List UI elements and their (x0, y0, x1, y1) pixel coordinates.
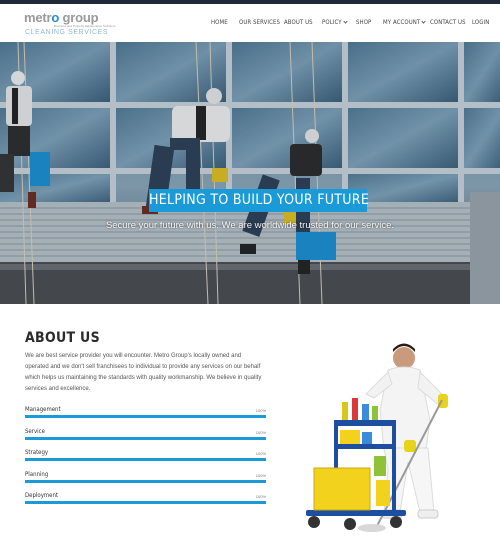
hero-background-image (0, 42, 500, 304)
hero-title: HELPING TO BUILD YOUR FUTURE (149, 189, 367, 212)
nav-home[interactable]: HOME (211, 19, 228, 26)
nav-my-account[interactable]: MY ACCOUNT (383, 19, 425, 26)
chevron-down-icon (422, 19, 426, 23)
skill-label: Planning (25, 471, 49, 478)
main-nav (0, 19, 500, 31)
chevron-down-icon (343, 19, 347, 23)
skill-fill (25, 437, 266, 440)
skill-label: Management (25, 406, 61, 413)
nav-shop[interactable]: SHOP (356, 19, 372, 26)
skill-strategy (25, 449, 266, 465)
about-text: We are best service provider you will encounter. Metro Group's locally owned and operated and we don't sell franchisees to individual to provide any services on our behalf which helps us maintaining the standards with quality workmanship. We believe in quality services and excellence. (25, 353, 262, 392)
skill-percent: 100% (255, 451, 266, 456)
skill-fill (25, 458, 266, 461)
site-header (0, 4, 500, 42)
logo-wordmark: metro group (24, 10, 99, 25)
nav-contact-us[interactable]: CONTACT US (430, 19, 466, 26)
skill-service (25, 428, 266, 444)
nav-policy[interactable]: POLICY (322, 19, 347, 26)
nav-login[interactable]: LOGIN (472, 19, 490, 26)
skill-management (25, 406, 266, 422)
skill-percent: 100% (255, 473, 266, 478)
skill-track (25, 458, 266, 461)
skill-percent: 100% (255, 408, 266, 413)
nav-about-us[interactable]: ABOUT US (284, 19, 313, 26)
about-title: ABOUT US (25, 330, 100, 346)
skill-percent: 100% (255, 494, 266, 499)
skill-label: Service (25, 428, 45, 435)
skill-label: Strategy (25, 449, 49, 456)
hero-banner (0, 42, 500, 304)
skill-track (25, 415, 266, 418)
skill-deployment (25, 492, 266, 508)
hero-subtitle: Secure your future with us. We are worldwide trusted for our service. (105, 220, 395, 231)
nav-our-services[interactable]: OUR SERVICES (239, 19, 281, 26)
skill-fill (25, 415, 266, 418)
logo-subtitle: CLEANING SERVICES (25, 29, 109, 36)
skill-track (25, 501, 266, 504)
skill-fill (25, 480, 266, 483)
logo-tagline: Business and Property Maintenance Solutions (54, 24, 116, 28)
skill-percent: 100% (255, 430, 266, 435)
skill-label: Deployment (25, 492, 59, 499)
skill-planning (25, 471, 266, 487)
skill-fill (25, 501, 266, 504)
cleaner-with-cart-image (296, 340, 476, 540)
skill-track (25, 437, 266, 440)
skill-track (25, 480, 266, 483)
